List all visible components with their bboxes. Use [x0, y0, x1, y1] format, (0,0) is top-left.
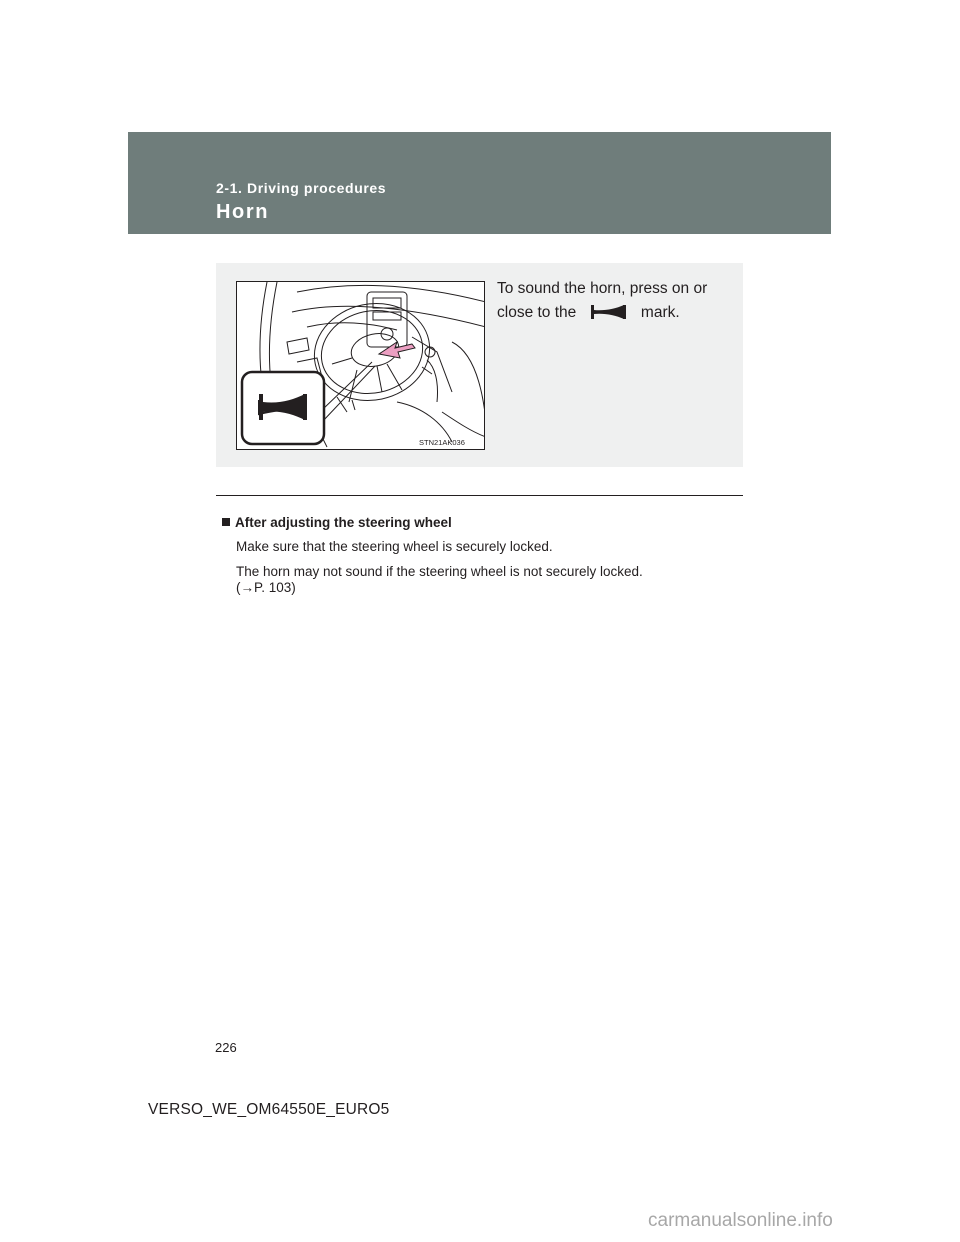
document-id: VERSO_WE_OM64550E_EURO5: [148, 1101, 390, 1118]
arrow-icon: →: [240, 580, 254, 595]
figure-panel: [216, 263, 743, 467]
note-heading-text: After adjusting the steering wheel: [235, 515, 452, 530]
page-title: Horn: [216, 201, 270, 223]
header-band: [128, 132, 831, 234]
watermark: carmanualsonline.info: [648, 1210, 833, 1231]
note-line-2: The horn may not sound if the steering wheel is not securely locked.: [236, 564, 643, 579]
instruction-text: [497, 277, 737, 325]
illustration-code: STN21AK036: [419, 438, 465, 447]
note-line-1: Make sure that the steering wheel is securely locked.: [236, 539, 553, 554]
note-heading: [222, 515, 742, 531]
note-block: [222, 515, 742, 596]
square-bullet-icon: [222, 518, 230, 526]
page-number: 226: [215, 1040, 237, 1055]
instruction-after: mark.: [640, 304, 680, 321]
instruction-before: To sound the horn, press on or close to the: [497, 280, 708, 321]
section-label: 2-1. Driving procedures: [216, 180, 387, 196]
note-line-3: [222, 580, 742, 596]
horn-icon: [589, 302, 629, 322]
section-divider: [216, 495, 743, 496]
steering-wheel-drawing: [237, 282, 485, 450]
page-reference-link[interactable]: P. 103): [254, 580, 296, 595]
paren-open: (: [236, 580, 241, 595]
steering-wheel-illustration: [236, 281, 485, 450]
